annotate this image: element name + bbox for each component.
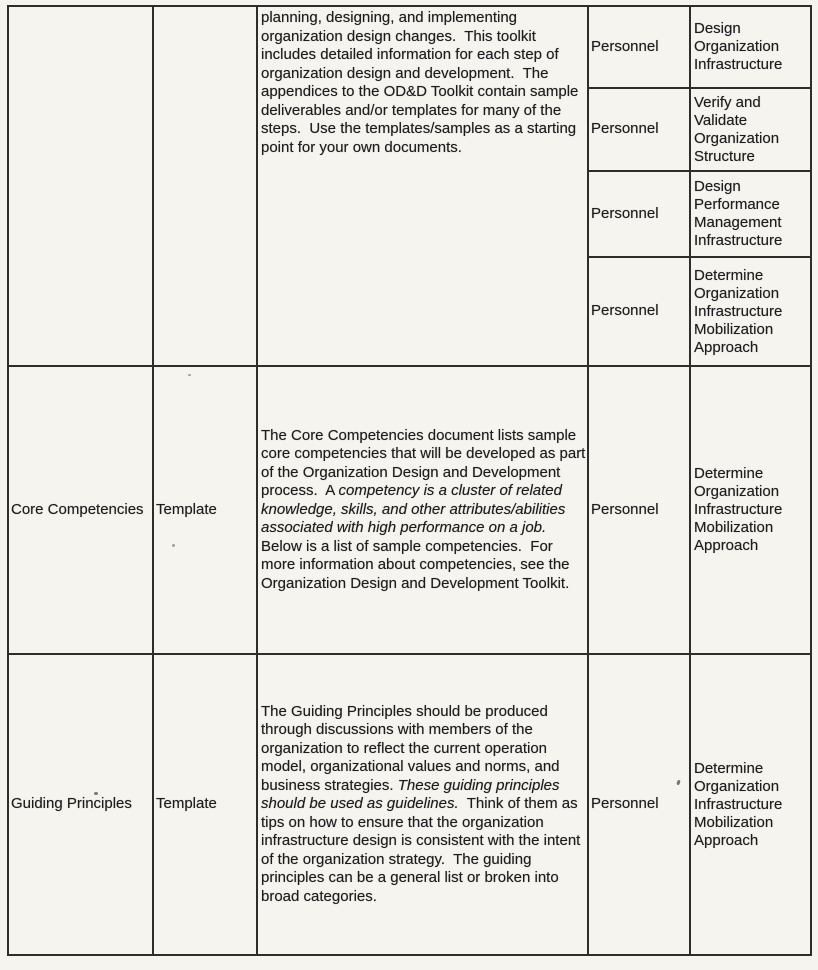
phase-cell xyxy=(691,89,810,172)
description-segment: The Core Competencies document lists sample core competencies that will be developed as part of the Organization Design and Development process. A xyxy=(261,426,590,500)
audience-text: Personnel xyxy=(591,795,659,813)
description-segment: planning, designing, and implementing organization design changes. This toolkit includes detailed information for each step of organization design and development. The appendices to the OD&D Toolkit contain sample deliverables and/or templates for many of the steps. Use the templates/samples as a starting point for your own documents. xyxy=(261,9,583,156)
description-text xyxy=(261,9,586,157)
phase-cell xyxy=(691,367,810,655)
deliverable-name-cell xyxy=(9,655,154,954)
audience-cell xyxy=(589,258,691,367)
description-text xyxy=(261,426,590,594)
scan-speck xyxy=(94,792,98,795)
audience-cell xyxy=(589,89,691,172)
audience-cell xyxy=(589,655,691,954)
description-cell xyxy=(258,367,589,655)
deliverable-name-text: Core Competencies xyxy=(11,500,144,518)
audience-cell xyxy=(589,7,691,89)
audience-cell xyxy=(589,367,691,655)
phase-text: Verify and Validate Organization Structure xyxy=(694,93,780,165)
description-cell xyxy=(258,7,589,367)
deliverables-table xyxy=(7,5,812,956)
description-italic-segment: These guiding principles should be used as guidelines. xyxy=(261,776,564,813)
phase-text: Design Organization Infrastructure xyxy=(694,20,783,73)
description-text xyxy=(261,703,586,907)
phase-cell xyxy=(691,655,810,954)
description-italic-segment: competency is a cluster of related knowledge, skills, and other attributes/abilities associated with high performance on a job. xyxy=(261,482,570,537)
description-segment: The Guiding Principles should be produced through discussions with members of the organization to reflect the current operation model, organizational values and norms, and business strategies. xyxy=(261,702,564,794)
description-cell xyxy=(258,655,589,954)
deliverable-type-cell xyxy=(154,367,258,655)
audience-cell xyxy=(589,172,691,258)
scan-speck xyxy=(172,544,175,547)
phase-text: Determine Organization Infrastructure Mobilization Approach xyxy=(694,266,783,356)
audience-text: Personnel xyxy=(591,204,659,222)
deliverable-name-cell xyxy=(9,7,154,367)
audience-text: Personnel xyxy=(591,500,659,518)
phase-text: Design Performance Management Infrastructure xyxy=(694,178,783,249)
deliverable-name-text: Guiding Principles xyxy=(11,795,132,813)
deliverable-type-cell xyxy=(154,655,258,954)
audience-text: Personnel xyxy=(591,302,659,320)
phase-text: Determine Organization Infrastructure Mobilization Approach xyxy=(694,759,783,849)
audience-text: Personnel xyxy=(591,37,659,55)
phase-cell xyxy=(691,258,810,367)
scan-speck xyxy=(188,374,191,376)
description-segment: Think of them as tips on how to ensure that the organization infrastructure design is consistent with the intent of the organization strategy. The guiding principles can be a general list or broken into broad categories. xyxy=(261,795,585,905)
deliverable-type-cell xyxy=(154,7,258,367)
deliverable-type-text: Template xyxy=(156,795,217,813)
deliverable-name-cell xyxy=(9,367,154,655)
description-segment: Below is a list of sample competencies. For more information about competencies, see the Organization Design and Development Toolkit. xyxy=(261,519,574,592)
phase-cell xyxy=(691,7,810,89)
phase-cell xyxy=(691,172,810,258)
audience-text: Personnel xyxy=(591,120,659,138)
deliverable-type-text: Template xyxy=(156,500,217,518)
phase-text: Determine Organization Infrastructure Mobilization Approach xyxy=(694,465,783,554)
